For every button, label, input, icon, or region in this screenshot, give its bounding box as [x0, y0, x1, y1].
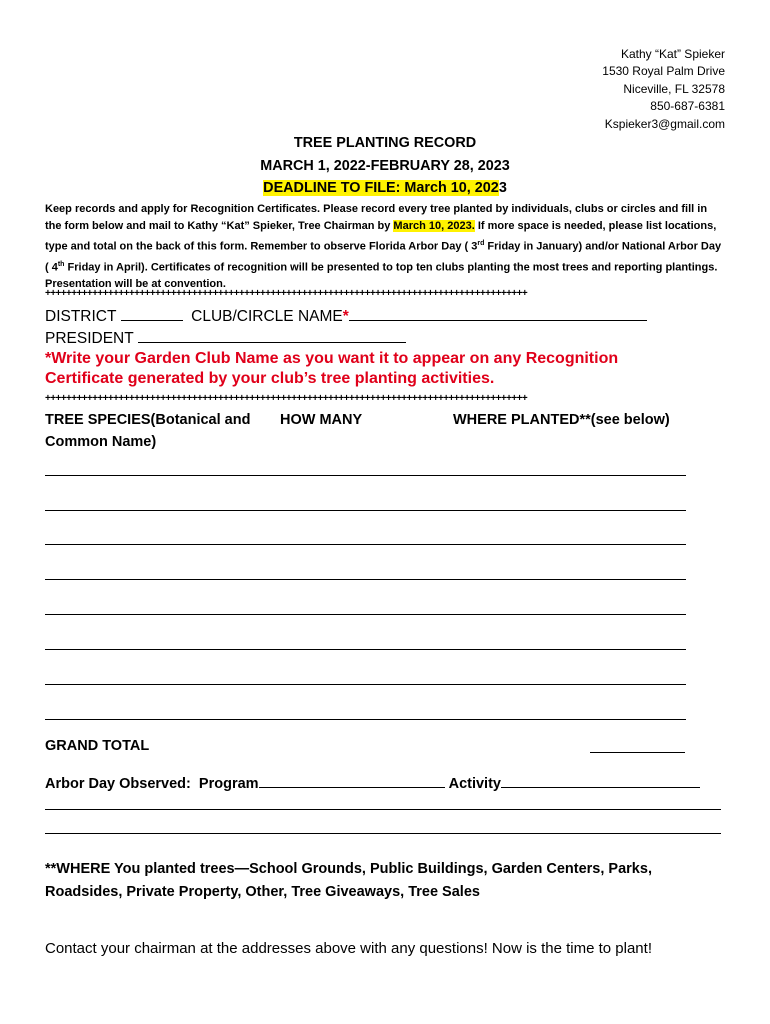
instructions-text-2: If more space is needed, please list locations, type and total on the back of this form. Remember to observe Florida Arbor Day ( 3 — [45, 220, 717, 253]
entry-line-6[interactable] — [45, 649, 686, 650]
superscript-rd: rd — [477, 240, 485, 247]
club-name-note-line1: *Write your Garden Club Name as you want it to appear on any Recognition — [45, 350, 619, 367]
species-header-line1: TREE SPECIES(Botanical and — [45, 412, 251, 428]
where-note-line2: Roadsides, Private Property, Other, Tree Giveaways, Tree Sales — [45, 884, 480, 900]
superscript-th: th — [57, 260, 65, 268]
president-field[interactable] — [138, 328, 406, 343]
entry-line-8[interactable] — [45, 719, 686, 720]
contact-block — [602, 46, 725, 133]
program-label: Program — [198, 776, 259, 792]
entry-line-2[interactable] — [45, 510, 686, 511]
club-name-note-line2: Certificate generated by your club’s tree planting activities. — [45, 370, 495, 387]
entry-line-3[interactable] — [45, 544, 686, 545]
contact-name: Kathy “Kat” Spieker — [620, 47, 725, 61]
arbor-day-label: Arbor Day Observed: — [45, 776, 191, 792]
species-header-line2: Common Name) — [45, 434, 157, 450]
form-period: MARCH 1, 2022-FEBRUARY 28, 2023 — [260, 158, 510, 174]
arbor-day-line-2[interactable] — [45, 833, 721, 834]
contact-city: Niceville, FL 32578 — [623, 81, 725, 96]
entry-line-7[interactable] — [45, 684, 686, 685]
instructions-paragraph — [45, 201, 725, 293]
deadline-highlight: DEADLINE TO FILE: March 10, 202 — [263, 180, 499, 196]
activity-label: Activity — [448, 776, 501, 792]
contact-address: 1530 Royal Palm Drive — [602, 64, 725, 79]
entry-line-5[interactable] — [45, 614, 686, 615]
instructions-text-4: Friday in April). Certificates of recognition will be presented to top ten clubs planting the most trees and reporting plantings. Presentation will be at convention. — [45, 261, 718, 291]
grand-total-label: GRAND TOTAL — [45, 738, 150, 754]
club-name-field[interactable] — [349, 306, 647, 321]
where-note-line1: **WHERE You planted trees—School Grounds, Public Buildings, Garden Centers, Parks, — [45, 861, 652, 877]
district-label: DISTRICT — [45, 308, 117, 325]
deadline-line — [0, 180, 770, 196]
closing-message: Contact your chairman at the addresses above with any questions! Now is the time to plant! — [45, 940, 652, 957]
contact-phone: 850-687-6381 — [650, 99, 725, 114]
club-asterisk: * — [342, 308, 349, 325]
president-row — [45, 328, 406, 348]
deadline-tail: 3 — [498, 180, 507, 196]
instructions-text-3: Friday in January) and/or National Arbor Day ( 4 — [45, 240, 722, 274]
how-many-header: HOW MANY — [280, 412, 363, 428]
president-label: PRESIDENT — [45, 330, 134, 347]
entry-line-4[interactable] — [45, 579, 686, 580]
district-field[interactable] — [121, 306, 183, 321]
separator-2: ++++++++++++++++++++++++++++++++++++++++++++++++++++++++++++++++++++++++++++++++++++++++++++ — [45, 393, 528, 404]
district-club-row — [45, 306, 647, 326]
instructions-deadline: March 10, 2023. — [393, 220, 475, 232]
where-planted-header: WHERE PLANTED**(see below) — [453, 412, 670, 428]
activity-field[interactable] — [501, 773, 700, 788]
arbor-day-row — [45, 773, 700, 792]
grand-total-field[interactable] — [590, 752, 685, 753]
club-label: CLUB/CIRCLE NAME — [191, 308, 343, 325]
contact-email: Kspieker3@gmail.com — [604, 116, 725, 131]
separator-1: ++++++++++++++++++++++++++++++++++++++++++++++++++++++++++++++++++++++++++++++++++++++++++++ — [45, 288, 528, 299]
program-field[interactable] — [259, 773, 445, 788]
instructions-text-1: Keep records and apply for Recognition Certificates. Please record every tree planted by individuals, clubs or circles and fill in the form below and mail to Kathy “Kat” Spieker, Tree Chairman by — [45, 203, 708, 232]
form-title: TREE PLANTING RECORD — [293, 135, 477, 151]
arbor-day-line-1[interactable] — [45, 809, 721, 810]
entry-line-1[interactable] — [45, 475, 686, 476]
